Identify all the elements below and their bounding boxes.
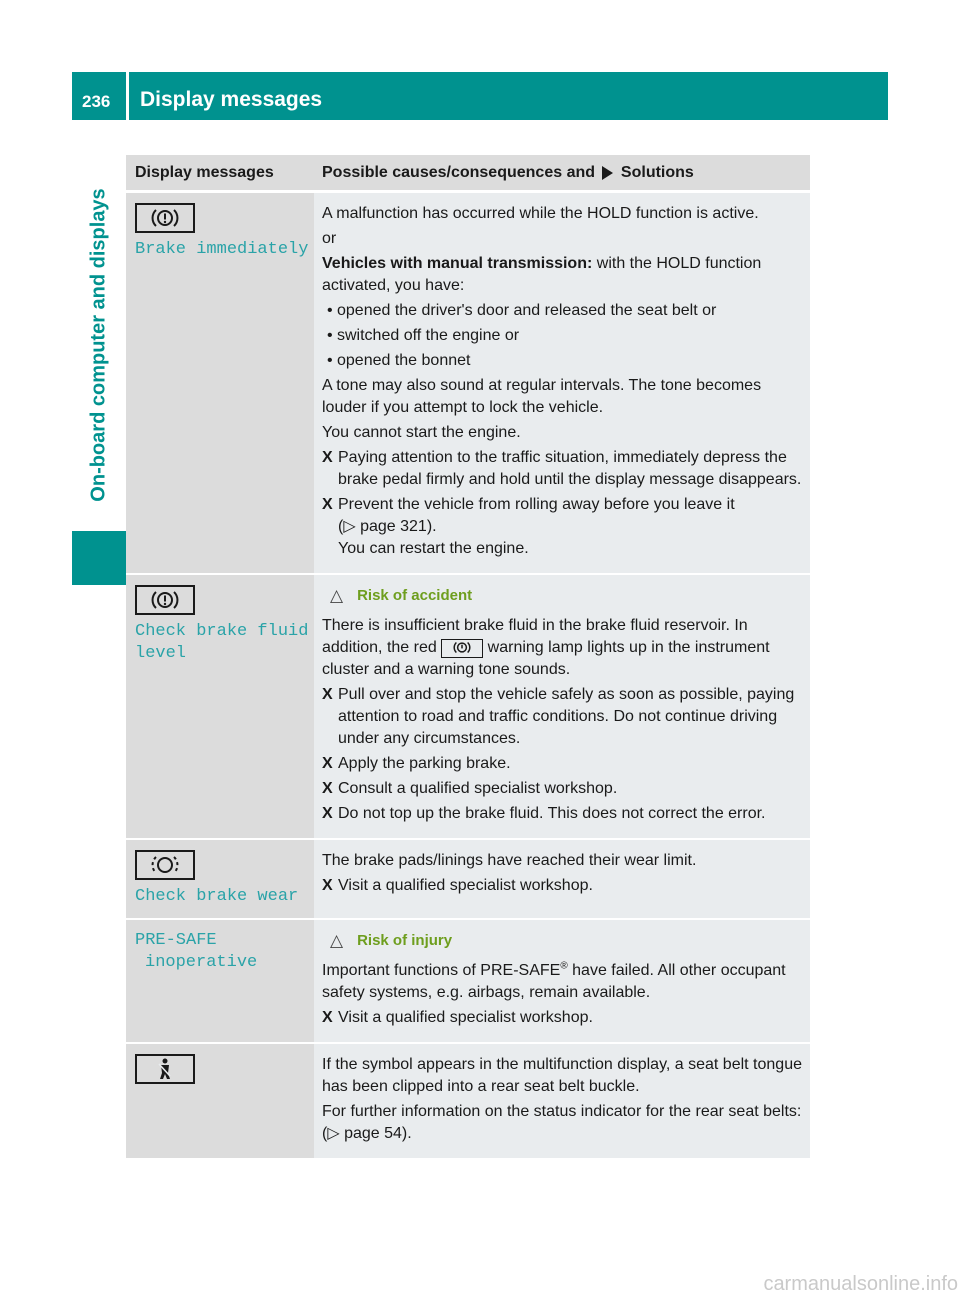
col-header-solutions [314,155,810,190]
step-text: Paying attention to the traffic situation, immediately depress the brake pedal firmly and hold until the display message disappears. [338,449,802,488]
cause-text: A malfunction has occurred while the HOLD function is active. [322,205,759,222]
display-message: Check brake wear [135,887,299,906]
display-message-line2: inoperative [145,953,258,972]
message-cell [126,920,314,1042]
message-cell [126,840,314,918]
list-item: • opened the bonnet [322,350,804,372]
step-text: Visit a qualified specialist workshop. [338,1009,593,1026]
page-title: Display messages [140,88,323,111]
cause-text-a: There is insufficient brake fluid in the brake fluid reservoir. In addition, the red [322,617,748,656]
table-header [126,155,810,191]
step-arrow-icon: X [322,780,333,797]
table-row [126,1042,810,1158]
step-item [322,1007,804,1029]
table-row [126,838,810,918]
warning-title: Risk of injury [357,932,453,949]
warning-triangle-icon: △ [330,586,344,605]
message-cell [126,575,314,838]
step-item [322,875,804,897]
page-reference: (▷ page 321). [338,518,437,535]
step-item [322,684,804,750]
display-message: Brake immediately [135,240,309,259]
message-cell [126,1044,314,1158]
message-cell [126,193,314,573]
play-arrow-icon [602,166,613,180]
seat-belt-icon [135,1054,195,1084]
col-header-messages: Display messages [135,164,274,181]
cause-text-b: warning lamp lights up in the instrument cluster and a warning tone sounds. [322,639,770,678]
brake-warning-icon [135,203,195,233]
brake-wear-icon [135,850,195,880]
step-arrow-icon: X [322,686,333,703]
table-row [126,918,810,1042]
step-item [322,494,804,560]
or-text: or [322,230,337,247]
step-arrow-icon: X [322,496,333,513]
step-arrow-icon: X [322,877,333,894]
list-item: • switched off the engine or [322,325,804,347]
manual-transmission-text [322,253,804,297]
col-header-solutions-label: Solutions [620,164,694,181]
table-row [126,573,810,838]
header-divider [126,72,129,120]
step-arrow-icon: X [322,805,333,822]
lead-rest: with the HOLD function activated, you have: [322,255,762,294]
reference-text: For further information on the status indicator for the rear seat belts: (▷ page 54). [322,1103,802,1142]
bold-lead: Vehicles with manual transmission: [322,255,593,272]
display-messages-table [126,155,810,1158]
cannot-start-text: You cannot start the engine. [322,424,521,441]
step-text: Apply the parking brake. [338,755,511,772]
cause-text [322,960,804,1004]
side-tab-label: On-board computer and displays [87,188,110,502]
registered-mark: ® [560,960,568,972]
solution-cell [314,1044,810,1158]
step-text: Do not top up the brake fluid. This does not correct the error. [338,805,766,822]
page-header [72,72,888,120]
tone-text: A tone may also sound at regular intervals. The tone becomes louder if you attempt to lock the vehicle. [322,377,762,416]
solution-cell [314,840,810,918]
side-tab-marker [72,531,126,585]
table-row [126,191,810,573]
display-message: Check brake fluid [135,622,309,641]
warning-triangle-icon: △ [330,931,344,950]
warning-title: Risk of accident [357,587,473,604]
step-item [322,753,804,775]
col-header-causes: Possible causes/consequences and [322,164,596,181]
step-arrow-icon: X [322,755,333,772]
cause-text [322,615,804,681]
watermark: carmanualsonline.info [763,1273,958,1295]
step-item [322,778,804,800]
display-message: PRE-SAFE [135,931,217,950]
brake-warning-icon [135,585,195,615]
cause-text-b: have failed. All other occupant safety systems, e.g. airbags, remain available. [322,962,786,1001]
solution-cell [314,575,810,838]
brake-warning-lamp-icon [441,639,483,658]
step-item [322,447,804,491]
step-text: Pull over and stop the vehicle safely as soon as possible, paying attention to road and traffic conditions. Do not continue driving under any circumstances. [338,686,795,747]
cause-text: The brake pads/linings have reached their wear limit. [322,852,697,869]
side-tab [72,160,126,530]
page-number: 236 [82,92,111,111]
solution-cell [314,920,810,1042]
step-arrow-icon: X [322,1009,333,1026]
solution-cell [314,193,810,573]
step-text: Consult a qualified specialist workshop. [338,780,618,797]
display-message-line2: level [135,644,187,663]
warning-heading [322,585,804,607]
step-text: Prevent the vehicle from rolling away before you leave it [338,496,735,513]
warning-heading [322,930,804,952]
cause-text: If the symbol appears in the multifunction display, a seat belt tongue has been clipped into a rear seat belt buckle. [322,1056,802,1095]
step-text: Visit a qualified specialist workshop. [338,877,593,894]
list-item: • opened the driver's door and released the seat belt or [322,300,804,322]
step-item [322,803,804,825]
cause-text-a: Important functions of PRE-SAFE [322,962,561,979]
step-result-text: You can restart the engine. [338,540,529,557]
step-arrow-icon: X [322,449,333,466]
